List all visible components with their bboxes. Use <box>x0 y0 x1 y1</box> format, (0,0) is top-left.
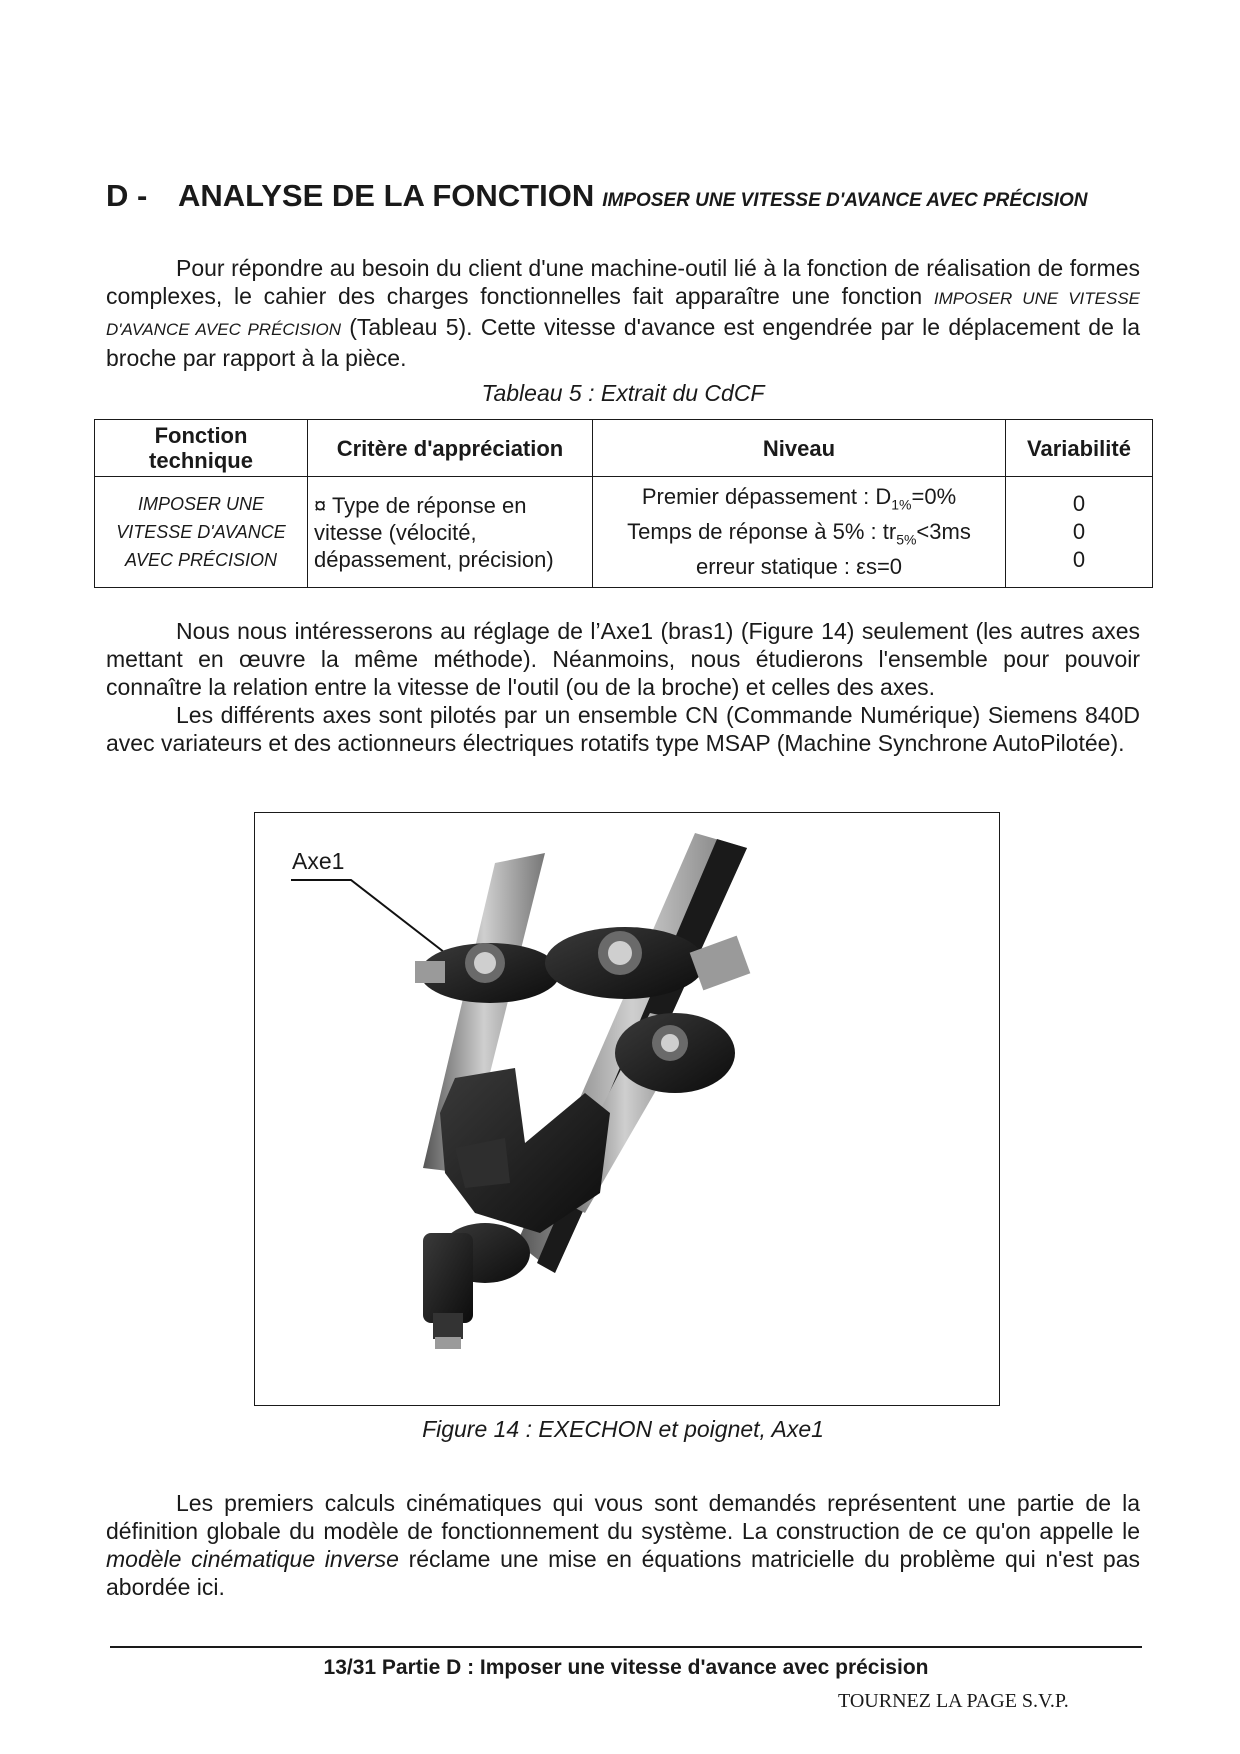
closing-paragraph <box>106 1489 1140 1601</box>
cell-fonction: IMPOSER UNE VITESSE D'AVANCE AVEC PRÉCISION <box>95 477 308 588</box>
intro-paragraph <box>106 254 1140 372</box>
closing-text-2: réclame une mise en équations matricielle du problème qui n'est pas abordée ici. <box>106 1546 1140 1600</box>
niveau-1-text: Premier dépassement : D <box>641 483 892 509</box>
header-fonction: Fonction technique <box>95 420 308 477</box>
niveau-2-sub: 5% <box>896 531 917 548</box>
variabilite-3: 0 <box>1072 547 1086 572</box>
section-number: D - <box>106 178 148 213</box>
niveau-1-sub: 1% <box>891 496 912 512</box>
niveau-line-3 <box>599 553 999 581</box>
spindle-tool <box>435 1337 461 1349</box>
body-p1-text: Nous nous intéresserons au réglage de l’Axe1 (bras1) (Figure 14) seulement (les autres axes mettant en œuvre la même méthode). Néanmoins, nous étudierons l'ensemble pour pouvoir connaître la relation entre la vitesse de l'outil (ou de la broche) et celles des axes. <box>106 618 1140 700</box>
cell-critere: ¤ Type de réponse en vitesse (vélocité, dépassement, précision) <box>308 477 593 588</box>
cell-variabilite <box>1006 477 1153 588</box>
footer-divider <box>110 1646 1142 1648</box>
spindle-body <box>423 1233 473 1323</box>
section-subtitle: IMPOSER UNE VITESSE D'AVANCE AVEC PRÉCISION <box>602 190 1088 211</box>
header-critere: Critère d'appréciation <box>308 420 593 477</box>
cell-niveau <box>593 477 1006 588</box>
top-right-bore-inner <box>608 941 632 965</box>
axe1-bore-inner <box>474 952 496 974</box>
section-title: ANALYSE DE LA FONCTION <box>178 178 595 213</box>
middle-bore-inner <box>661 1034 679 1052</box>
spindle-collar <box>433 1313 463 1339</box>
figure-caption: Figure 14 : EXECHON et poignet, Axe1 <box>422 1416 824 1442</box>
intro-text-1: Pour répondre au besoin du client d'une machine-outil lié à la fonction de réalisation de formes complexes, le cahier des charges fonctionnelles fait apparaître une fonction <box>106 255 1140 309</box>
intro-text-2: (Tableau 5). Cette vitesse d'avance est engendrée par le déplacement de la broche par rapport à la pièce. <box>106 314 1141 371</box>
closing-emphasis: modèle cinématique inverse <box>106 1546 399 1572</box>
variabilite-2: 0 <box>1072 519 1086 544</box>
intro-function-name: IMPOSER UNE VITESSE D'AVANCE AVEC PRÉCISION <box>106 289 1141 339</box>
body-paragraph-1 <box>106 617 1140 701</box>
table-caption: Tableau 5 : Extrait du CdCF <box>481 380 765 406</box>
niveau-1-post: =0% <box>911 483 957 509</box>
tournez-la-page: TOURNEZ LA PAGE S.V.P. <box>838 1690 1069 1712</box>
table-row <box>95 477 1153 588</box>
variabilite-1: 0 <box>1072 491 1086 516</box>
section-heading <box>106 178 1146 214</box>
niveau-2-post: <3ms <box>916 519 971 544</box>
closing-text-1: Les premiers calculs cinématiques qui vous sont demandés représentent une partie de la définition globale du modèle de fonctionnement du système. La construction de ce qu'on appelle le <box>106 1490 1140 1544</box>
execHon-robot-illustration <box>255 813 999 1405</box>
axe1-clamp <box>415 961 445 983</box>
footer-text: 13/31 Partie D : Imposer une vitesse d'avance avec précision <box>323 1656 929 1679</box>
body-paragraph-2 <box>106 701 1140 757</box>
header-variabilite: Variabilité <box>1006 420 1153 477</box>
cdcf-table <box>94 419 1153 588</box>
figure-frame <box>254 812 1000 1406</box>
axe1-label: Axe1 <box>292 848 345 874</box>
niveau-line-2 <box>599 518 999 553</box>
niveau-3-text: erreur statique : εs=0 <box>695 554 903 580</box>
body-p2-text: Les différents axes sont pilotés par un ensemble CN (Commande Numérique) Siemens 840D avec variateurs et des actionneurs électriques rotatifs type MSAP (Machine Synchrone AutoPilotée). <box>106 702 1140 756</box>
niveau-line-1 <box>599 483 999 518</box>
header-niveau: Niveau <box>593 420 1006 477</box>
niveau-2-text: Temps de réponse à 5% : tr <box>627 519 897 544</box>
table-header-row <box>95 420 1153 477</box>
